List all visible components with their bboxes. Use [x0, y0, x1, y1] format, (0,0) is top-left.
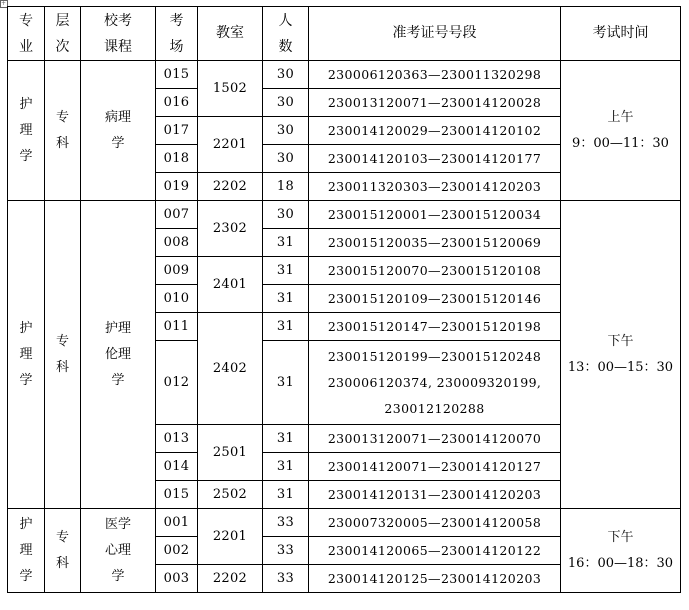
table-anchor-icon: + [1, 0, 7, 7]
ids-cell: 230015120070—230015120108 [309, 257, 561, 285]
classroom-cell: 2401 [198, 257, 263, 313]
header-major: 专 业 [8, 7, 45, 61]
classroom-cell: 2402 [198, 313, 263, 425]
ids-cell: 230013120071—230014120070 [309, 425, 561, 453]
ids-cell: 230015120147—230015120198 [309, 313, 561, 341]
group-level: 专 科 [45, 61, 81, 201]
ids-cell: 230014120029—230014120102 [309, 117, 561, 145]
group-time: 上午 9：00—11：30 [561, 61, 681, 201]
room-cell: 011 [156, 313, 198, 341]
count-cell: 31 [263, 313, 309, 341]
room-cell: 010 [156, 285, 198, 313]
group-course: 护理 伦理 学 [81, 201, 156, 509]
count-cell: 30 [263, 89, 309, 117]
header-ids: 准考证号号段 [309, 7, 561, 61]
room-cell: 001 [156, 509, 198, 537]
classroom-cell: 2302 [198, 201, 263, 257]
header-level: 层 次 [45, 7, 81, 61]
count-cell: 31 [263, 229, 309, 257]
room-cell: 014 [156, 453, 198, 481]
room-cell: 015 [156, 481, 198, 509]
group-time: 下午 16：00—18：30 [561, 509, 681, 593]
ids-cell: 230015120109—230015120146 [309, 285, 561, 313]
group-major: 护 理 学 [8, 61, 45, 201]
count-cell: 31 [263, 425, 309, 453]
count-cell: 30 [263, 117, 309, 145]
room-cell: 013 [156, 425, 198, 453]
group-time: 下午 13：00—15：30 [561, 201, 681, 509]
count-cell: 31 [263, 285, 309, 313]
room-cell: 009 [156, 257, 198, 285]
room-cell: 007 [156, 201, 198, 229]
ids-cell: 230015120035—230015120069 [309, 229, 561, 257]
count-cell: 33 [263, 509, 309, 537]
header-time: 考试时间 [561, 7, 681, 61]
ids-cell: 230014120071—230014120127 [309, 453, 561, 481]
group-major: 护 理 学 [8, 509, 45, 593]
exam-schedule-table [7, 6, 681, 593]
room-cell: 002 [156, 537, 198, 565]
ids-cell: 230014120065—230014120122 [309, 537, 561, 565]
ids-cell-multiline: 230015120199—230015120248 230006120374, 230009320199, 230012120288 [309, 341, 561, 425]
count-cell: 30 [263, 201, 309, 229]
count-cell: 18 [263, 173, 309, 201]
group-level: 专 科 [45, 201, 81, 509]
room-cell: 008 [156, 229, 198, 257]
group-major: 护 理 学 [8, 201, 45, 509]
ids-cell: 230007320005—230014120058 [309, 509, 561, 537]
ids-cell: 230014120131—230014120203 [309, 481, 561, 509]
classroom-cell: 2201 [198, 509, 263, 565]
header-classroom: 教室 [198, 7, 263, 61]
count-cell: 31 [263, 453, 309, 481]
room-cell: 017 [156, 117, 198, 145]
classroom-cell: 2201 [198, 117, 263, 173]
header-count: 人 数 [263, 7, 309, 61]
header-course: 校考 课程 [81, 7, 156, 61]
ids-cell: 230014120125—230014120203 [309, 565, 561, 593]
count-cell: 31 [263, 481, 309, 509]
classroom-cell: 1502 [198, 61, 263, 117]
ids-cell: 230011320303—230014120203 [309, 173, 561, 201]
room-cell: 003 [156, 565, 198, 593]
count-cell: 30 [263, 61, 309, 89]
ids-cell: 230006120363—230011320298 [309, 61, 561, 89]
count-cell: 33 [263, 537, 309, 565]
classroom-cell: 2501 [198, 425, 263, 481]
room-cell: 012 [156, 341, 198, 425]
classroom-cell: 2202 [198, 173, 263, 201]
ids-cell: 230013120071—230014120028 [309, 89, 561, 117]
room-cell: 019 [156, 173, 198, 201]
count-cell: 30 [263, 145, 309, 173]
group-course: 医学 心理 学 [81, 509, 156, 593]
group-level: 专 科 [45, 509, 81, 593]
classroom-cell: 2502 [198, 481, 263, 509]
classroom-cell: 2202 [198, 565, 263, 593]
room-cell: 018 [156, 145, 198, 173]
count-cell: 31 [263, 341, 309, 425]
group-course: 病理 学 [81, 61, 156, 201]
count-cell: 31 [263, 257, 309, 285]
header-room-no: 考 场 [156, 7, 198, 61]
room-cell: 015 [156, 61, 198, 89]
count-cell: 33 [263, 565, 309, 593]
ids-cell: 230014120103—230014120177 [309, 145, 561, 173]
room-cell: 016 [156, 89, 198, 117]
ids-cell: 230015120001—230015120034 [309, 201, 561, 229]
